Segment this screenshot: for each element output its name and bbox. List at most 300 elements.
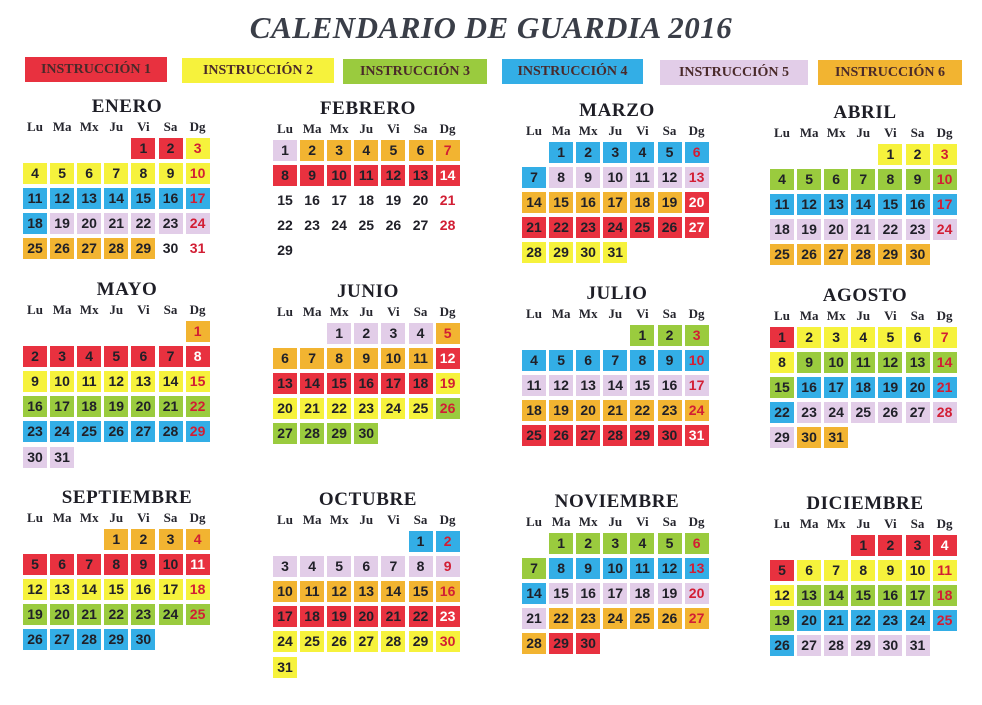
weekday-header: Vi: [137, 119, 150, 134]
month-name: SEPTIEMBRE: [61, 487, 193, 508]
day-cell: 3: [186, 138, 210, 159]
day-cell: 3: [327, 140, 351, 161]
day-cell: 6: [797, 560, 821, 581]
day-cell: 11: [409, 348, 433, 369]
day-cell: 17: [381, 373, 405, 394]
day-cell: 28: [824, 635, 848, 656]
day-cell: 14: [933, 352, 957, 373]
day-cell: 14: [522, 583, 546, 604]
weekday-header: Dg: [439, 121, 456, 136]
day-cell: 19: [327, 606, 351, 627]
day-cell: 20: [354, 606, 378, 627]
weekday-header: Vi: [387, 121, 400, 136]
weekday-header: Vi: [636, 123, 649, 138]
day-cell: 13: [131, 371, 155, 392]
month-octubre: [273, 489, 473, 679]
day-cell: 17: [933, 194, 957, 215]
day-cell: 2: [436, 531, 460, 552]
day-cell: 13: [354, 581, 378, 602]
day-cell: 28: [77, 629, 101, 650]
weekday-header: Dg: [439, 512, 456, 527]
weekday-header: Lu: [277, 121, 293, 136]
day-cell: 29: [549, 242, 573, 263]
day-cell: 27: [685, 217, 709, 238]
weekday-header: Ju: [359, 121, 374, 136]
day-cell: 5: [50, 163, 74, 184]
day-cell: 27: [50, 629, 74, 650]
day-cell: 5: [549, 350, 573, 371]
day-cell: 1: [549, 142, 573, 163]
month-diciembre: [770, 493, 970, 683]
weekday-header: Ju: [109, 119, 124, 134]
weekday-header: Vi: [884, 308, 897, 323]
day-cell: 17: [685, 375, 709, 396]
day-cell: 22: [186, 396, 210, 417]
day-cell: 7: [159, 346, 183, 367]
day-cell: 14: [851, 194, 875, 215]
weekday-header: Dg: [439, 304, 456, 319]
day-cell: 9: [354, 348, 378, 369]
day-cell: 18: [300, 606, 324, 627]
day-cell: 15: [277, 192, 293, 209]
day-cell: 25: [851, 402, 875, 423]
day-cell: 14: [77, 579, 101, 600]
day-cell: 3: [933, 144, 957, 165]
weekday-header: Sa: [413, 121, 428, 136]
month-marzo: [522, 100, 722, 290]
day-cell: 1: [630, 325, 654, 346]
day-cell: 26: [50, 238, 74, 259]
day-cell: 24: [50, 421, 74, 442]
legend-item-instruccion-3: INSTRUCCIÓN 3: [343, 59, 487, 84]
day-cell: 13: [906, 352, 930, 373]
day-cell: 18: [630, 192, 654, 213]
weekday-header: Ma: [52, 302, 72, 317]
day-cell: 19: [104, 396, 128, 417]
weekday-header: Lu: [277, 304, 293, 319]
weekday-header: Ju: [856, 516, 871, 531]
day-cell: 11: [300, 581, 324, 602]
month-septiembre: [23, 487, 223, 677]
day-cell: 16: [304, 192, 320, 209]
month-name: OCTUBRE: [318, 489, 418, 510]
weekday-header: Mx: [79, 510, 99, 525]
weekday-header: Mx: [329, 121, 349, 136]
legend-item-instruccion-6: INSTRUCCIÓN 6: [818, 60, 962, 85]
weekday-header: Ma: [551, 306, 571, 321]
day-cell: 10: [906, 560, 930, 581]
weekday-header: Dg: [936, 125, 953, 140]
month-agosto: [770, 285, 970, 475]
weekday-header: Lu: [774, 125, 790, 140]
day-cell: 22: [409, 606, 433, 627]
day-cell: 16: [23, 396, 47, 417]
day-cell: 2: [658, 325, 682, 346]
day-cell: 29: [549, 633, 573, 654]
weekday-header: Ma: [551, 123, 571, 138]
day-cell: 19: [658, 583, 682, 604]
day-cell: 9: [576, 558, 600, 579]
day-cell: 22: [327, 398, 351, 419]
day-cell: 27: [412, 217, 429, 234]
day-cell: 4: [300, 556, 324, 577]
day-cell: 9: [436, 556, 460, 577]
day-cell: 14: [522, 192, 546, 213]
day-cell: 2: [576, 142, 600, 163]
day-cell: 10: [327, 165, 351, 186]
day-cell: 30: [23, 447, 47, 468]
day-cell: 20: [77, 213, 101, 234]
weekday-header: Ju: [856, 308, 871, 323]
day-cell: 1: [409, 531, 433, 552]
day-cell: 9: [159, 163, 183, 184]
day-cell: 8: [186, 346, 210, 367]
day-cell: 11: [770, 194, 794, 215]
weekday-header: Vi: [636, 306, 649, 321]
day-cell: 25: [23, 238, 47, 259]
day-cell: 20: [906, 377, 930, 398]
day-cell: 16: [576, 583, 600, 604]
day-cell: 27: [797, 635, 821, 656]
day-cell: 18: [933, 585, 957, 606]
weekday-header: Ju: [359, 304, 374, 319]
day-cell: 23: [797, 402, 821, 423]
day-cell: 12: [23, 579, 47, 600]
day-cell: 11: [851, 352, 875, 373]
weekday-header: Dg: [688, 123, 705, 138]
day-cell: 15: [851, 585, 875, 606]
day-cell: 15: [630, 375, 654, 396]
day-cell: 2: [906, 144, 930, 165]
day-cell: 20: [50, 604, 74, 625]
day-cell: 26: [327, 631, 351, 652]
day-cell: 4: [23, 163, 47, 184]
day-cell: 11: [354, 165, 378, 186]
day-cell: 7: [603, 350, 627, 371]
day-cell: 19: [878, 377, 902, 398]
day-cell: 29: [327, 423, 351, 444]
day-cell: 3: [824, 327, 848, 348]
day-cell: 20: [685, 192, 709, 213]
day-cell: 11: [630, 167, 654, 188]
day-cell: 15: [549, 192, 573, 213]
day-cell: 3: [603, 533, 627, 554]
day-cell: 9: [878, 560, 902, 581]
day-cell: 10: [273, 581, 297, 602]
day-cell: 17: [603, 583, 627, 604]
day-cell: 5: [436, 323, 460, 344]
day-cell: 17: [273, 606, 297, 627]
day-cell: 11: [77, 371, 101, 392]
day-cell: 12: [327, 581, 351, 602]
day-cell: 12: [878, 352, 902, 373]
day-cell: 29: [878, 244, 902, 265]
legend-item-instruccion-1: INSTRUCCIÓN 1: [25, 57, 167, 82]
day-cell: 23: [354, 398, 378, 419]
day-cell: 19: [385, 192, 402, 209]
day-cell: 11: [630, 558, 654, 579]
day-cell: 23: [658, 400, 682, 421]
month-noviembre: [522, 491, 722, 681]
day-cell: 8: [409, 556, 433, 577]
weekday-header: Vi: [137, 510, 150, 525]
day-cell: 4: [354, 140, 378, 161]
day-cell: 7: [436, 140, 460, 161]
weekday-header: Ju: [359, 512, 374, 527]
day-cell: 15: [104, 579, 128, 600]
weekday-header: Ju: [608, 123, 623, 138]
weekday-header: Sa: [662, 123, 677, 138]
day-cell: 1: [273, 140, 297, 161]
day-cell: 4: [933, 535, 957, 556]
day-cell: 21: [851, 219, 875, 240]
day-cell: 30: [576, 633, 600, 654]
day-cell: 1: [878, 144, 902, 165]
day-cell: 26: [797, 244, 821, 265]
day-cell: 4: [630, 142, 654, 163]
day-cell: 17: [159, 579, 183, 600]
day-cell: 22: [878, 219, 902, 240]
weekday-header: Sa: [413, 304, 428, 319]
day-cell: 1: [186, 321, 210, 342]
weekday-header: Sa: [910, 125, 925, 140]
day-cell: 14: [104, 188, 128, 209]
day-cell: 7: [933, 327, 957, 348]
day-cell: 28: [159, 421, 183, 442]
weekday-header: Sa: [910, 516, 925, 531]
day-cell: 17: [186, 188, 210, 209]
day-cell: 28: [933, 402, 957, 423]
weekday-header: Lu: [27, 302, 43, 317]
day-cell: 25: [770, 244, 794, 265]
day-cell: 7: [851, 169, 875, 190]
day-cell: 5: [23, 554, 47, 575]
day-cell: 3: [906, 535, 930, 556]
day-cell: 31: [906, 635, 930, 656]
day-cell: 27: [576, 425, 600, 446]
day-cell: 7: [381, 556, 405, 577]
weekday-header: Ma: [302, 121, 322, 136]
month-mayo: [23, 279, 223, 469]
day-cell: 27: [131, 421, 155, 442]
day-cell: 19: [50, 213, 74, 234]
day-cell: 25: [409, 398, 433, 419]
day-cell: 14: [603, 375, 627, 396]
day-cell: 17: [603, 192, 627, 213]
day-cell: 23: [436, 606, 460, 627]
month-julio: [522, 283, 722, 473]
weekday-header: Ju: [109, 302, 124, 317]
day-cell: 22: [770, 402, 794, 423]
day-cell: 29: [851, 635, 875, 656]
day-cell: 5: [327, 556, 351, 577]
legend-item-instruccion-4: INSTRUCCIÓN 4: [502, 59, 643, 84]
weekday-header: Ma: [799, 125, 819, 140]
day-cell: 4: [522, 350, 546, 371]
day-cell: 8: [104, 554, 128, 575]
day-cell: 30: [906, 244, 930, 265]
day-cell: 7: [522, 558, 546, 579]
day-cell: 31: [685, 425, 709, 446]
month-febrero: [273, 98, 473, 288]
day-cell: 23: [878, 610, 902, 631]
day-cell: 15: [409, 581, 433, 602]
day-cell: 27: [906, 402, 930, 423]
day-cell: 3: [603, 142, 627, 163]
day-cell: 5: [770, 560, 794, 581]
day-cell: 4: [186, 529, 210, 550]
day-cell: 22: [630, 400, 654, 421]
day-cell: 2: [159, 138, 183, 159]
weekday-header: Ju: [608, 514, 623, 529]
day-cell: 25: [358, 217, 375, 234]
day-cell: 28: [522, 633, 546, 654]
day-cell: 14: [300, 373, 324, 394]
day-cell: 28: [603, 425, 627, 446]
day-cell: 19: [797, 219, 821, 240]
day-cell: 28: [104, 238, 128, 259]
day-cell: 21: [104, 213, 128, 234]
day-cell: 7: [104, 163, 128, 184]
day-cell: 24: [824, 402, 848, 423]
day-cell: 28: [300, 423, 324, 444]
day-cell: 26: [436, 398, 460, 419]
day-cell: 4: [77, 346, 101, 367]
day-cell: 16: [906, 194, 930, 215]
day-cell: 1: [327, 323, 351, 344]
day-cell: 18: [186, 579, 210, 600]
day-cell: 22: [104, 604, 128, 625]
day-cell: 29: [409, 631, 433, 652]
day-cell: 27: [685, 608, 709, 629]
weekday-header: Dg: [189, 119, 206, 134]
legend-item-instruccion-5: INSTRUCCIÓN 5: [660, 60, 808, 85]
day-cell: 21: [77, 604, 101, 625]
day-cell: 9: [300, 165, 324, 186]
day-cell: 28: [381, 631, 405, 652]
weekday-header: Ju: [856, 125, 871, 140]
day-cell: 16: [658, 375, 682, 396]
day-cell: 16: [436, 581, 460, 602]
day-cell: 13: [685, 558, 709, 579]
month-name: NOVIEMBRE: [554, 491, 680, 512]
weekday-header: Vi: [387, 512, 400, 527]
day-cell: 3: [381, 323, 405, 344]
month-name: AGOSTO: [822, 285, 908, 306]
day-cell: 21: [522, 608, 546, 629]
day-cell: 2: [300, 140, 324, 161]
month-name: MAYO: [96, 279, 158, 300]
day-cell: 12: [50, 188, 74, 209]
day-cell: 12: [104, 371, 128, 392]
weekday-header: Ma: [52, 510, 72, 525]
day-cell: 24: [331, 217, 347, 234]
weekday-header: Mx: [79, 119, 99, 134]
day-cell: 11: [23, 188, 47, 209]
day-cell: 30: [436, 631, 460, 652]
day-cell: 14: [824, 585, 848, 606]
day-cell: 22: [131, 213, 155, 234]
day-cell: 18: [409, 373, 433, 394]
weekday-header: Mx: [329, 304, 349, 319]
day-cell: 21: [439, 192, 456, 209]
day-cell: 16: [159, 188, 183, 209]
day-cell: 29: [104, 629, 128, 650]
day-cell: 12: [381, 165, 405, 186]
day-cell: 5: [878, 327, 902, 348]
day-cell: 26: [549, 425, 573, 446]
weekday-header: Mx: [578, 123, 598, 138]
day-cell: 29: [131, 238, 155, 259]
day-cell: 16: [878, 585, 902, 606]
day-cell: 21: [159, 396, 183, 417]
day-cell: 19: [23, 604, 47, 625]
day-cell: 2: [576, 533, 600, 554]
day-cell: 18: [770, 219, 794, 240]
day-cell: 10: [159, 554, 183, 575]
day-cell: 12: [549, 375, 573, 396]
day-cell: 15: [770, 377, 794, 398]
day-cell: 21: [381, 606, 405, 627]
day-cell: 16: [576, 192, 600, 213]
day-cell: 8: [273, 165, 297, 186]
day-cell: 29: [277, 242, 293, 259]
weekday-header: Ma: [52, 119, 72, 134]
day-cell: 1: [770, 327, 794, 348]
day-cell: 2: [354, 323, 378, 344]
day-cell: 5: [104, 346, 128, 367]
day-cell: 4: [409, 323, 433, 344]
day-cell: 4: [851, 327, 875, 348]
day-cell: 13: [797, 585, 821, 606]
day-cell: 9: [576, 167, 600, 188]
day-cell: 13: [50, 579, 74, 600]
weekday-header: Vi: [636, 514, 649, 529]
day-cell: 6: [906, 327, 930, 348]
day-cell: 15: [327, 373, 351, 394]
weekday-header: Lu: [526, 306, 542, 321]
day-cell: 14: [381, 581, 405, 602]
day-cell: 21: [522, 217, 546, 238]
day-cell: 26: [658, 217, 682, 238]
day-cell: 23: [304, 217, 320, 234]
day-cell: 14: [159, 371, 183, 392]
weekday-header: Dg: [688, 514, 705, 529]
day-cell: 25: [300, 631, 324, 652]
day-cell: 5: [658, 142, 682, 163]
day-cell: 27: [824, 244, 848, 265]
day-cell: 25: [630, 217, 654, 238]
day-cell: 13: [576, 375, 600, 396]
weekday-header: Lu: [774, 308, 790, 323]
day-cell: 1: [131, 138, 155, 159]
day-cell: 30: [576, 242, 600, 263]
weekday-header: Lu: [526, 123, 542, 138]
day-cell: 13: [824, 194, 848, 215]
day-cell: 1: [104, 529, 128, 550]
day-cell: 19: [658, 192, 682, 213]
day-cell: 10: [685, 350, 709, 371]
page-title: CALENDARIO DE GUARDIA 2016: [249, 10, 733, 45]
day-cell: 12: [436, 348, 460, 369]
day-cell: 3: [273, 556, 297, 577]
day-cell: 10: [381, 348, 405, 369]
day-cell: 18: [358, 192, 375, 209]
day-cell: 6: [50, 554, 74, 575]
day-cell: 8: [549, 167, 573, 188]
weekday-header: Ma: [799, 516, 819, 531]
day-cell: 25: [630, 608, 654, 629]
